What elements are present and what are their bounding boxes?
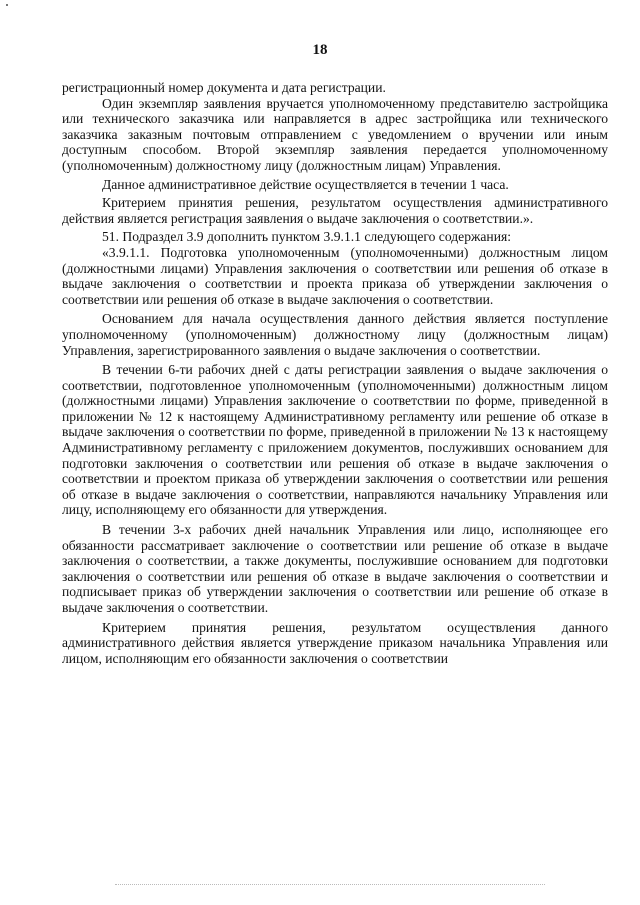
page-number: 18 <box>312 42 328 58</box>
paragraph-criterion-approval: Критерием принятия решения, результатом осуществления данного административного действия является утверждение приказом начальника Управления или лицом, исполняющим его обязанности заключения о соответствии <box>62 619 608 666</box>
document-body <box>62 80 608 666</box>
paragraph-continuation: регистрационный номер документа и дата регистрации. <box>62 80 386 95</box>
scan-artifact-line <box>115 884 545 885</box>
paragraph-six-days: В течении 6-ти рабочих дней с даты регистрации заявления о выдаче заключения о соответствии, подготовленное уполномоченным (уполномоченными) должностным лицом (должностными лицами) Управления заключение о соответствии по форме, приведенной в приложении № 12 к настоящему Административному регламенту или решение об отказе в выдаче заключения о соответствии по форме, приведенной в приложении № 13 к настоящему Административному регламенту с приложением документов, послуживших основанием для подготовки заключения о соответствии или решения об отказе в выдаче заключения о соответствии и проектом приказа об утверждении заключения о соответствии или решения об отказе в выдаче заключения о соответствии, направляются начальнику Управления или лицу, исполняющему его обязанности для утверждения. <box>62 362 608 518</box>
paragraph-clause-3-9-1-1: «3.9.1.1. Подготовка уполномоченным (уполномоченными) должностным лицом (должностными лицами) Управления заключения о соответствии или решения об отказе в выдаче заключения о соответствии и проекта приказа об утверждении заключения о соответствии или решения об отказе в выдаче заключения о соответствии. <box>62 244 608 307</box>
paragraph-copy-delivery: Один экземпляр заявления вручается уполномоченному представителю застройщика или технического заказчика или направляется в адрес застройщика или технического заказчика заказным почтовым отправлением с уведомлением о вручении или иным доступным способом. Второй экземпляр заявления передается уполномоченному (уполномоченным) должностному лицу (должностным лицам) Управления. <box>62 95 608 173</box>
paragraph-three-days: В течении 3-х рабочих дней начальник Управления или лицо, исполняющее его обязанности рассматривает заключение о соответствии или решение об отказе в выдаче заключения о соответствии, а также документы, послужившие основанием для подготовки заключения о соответствии или решения об отказе в выдаче заключения о соответствии и подписывает приказ об утверждении заключения о соответствии или решение об отказе в выдаче заключения о соответствии. <box>62 522 608 615</box>
scan-speck <box>6 4 8 6</box>
paragraph-criterion-registration: Критерием принятия решения, результатом осуществления административного действия является регистрация заявления о выдаче заключения о соответствии.». <box>62 195 608 226</box>
paragraph-duration: Данное административное действие осуществляется в течении 1 часа. <box>102 176 509 192</box>
paragraph-subsection-amendment: 51. Подраздел 3.9 дополнить пунктом 3.9.1.1 следующего содержания: <box>102 229 511 245</box>
paragraph-grounds: Основанием для начала осуществления данного действия является поступление уполномоченному (уполномоченным) должностному лицу (должностным лицам) Управления, зарегистрированного заявления о выдаче заключения о соответствии. <box>62 311 608 358</box>
